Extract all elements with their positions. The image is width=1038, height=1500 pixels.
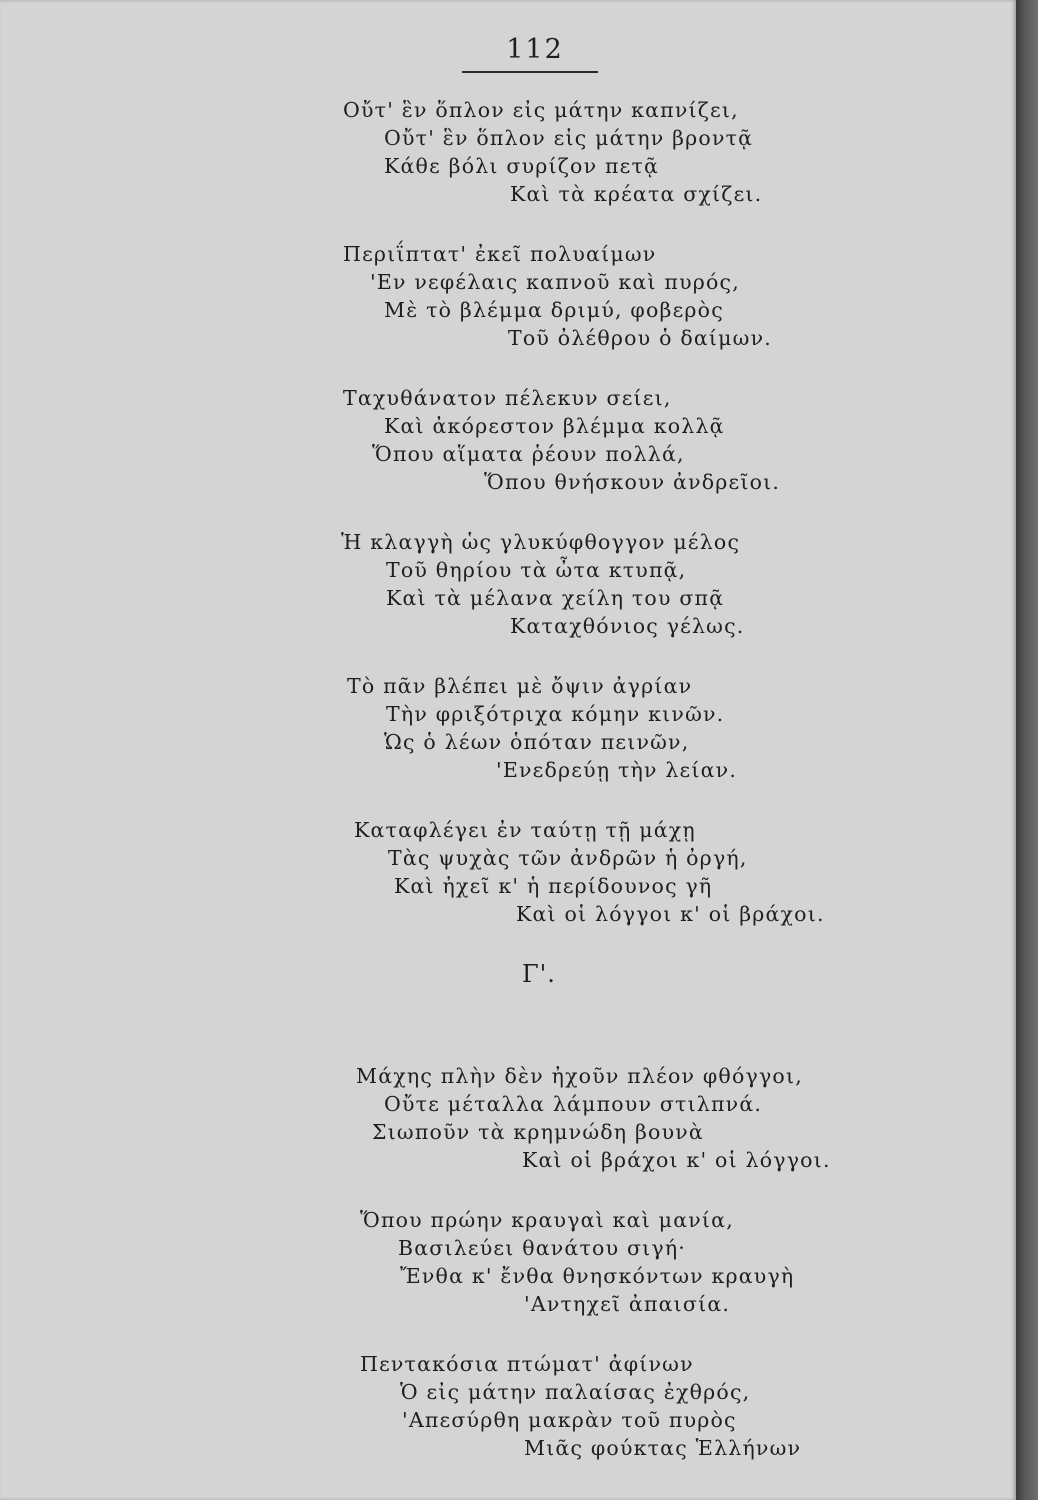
stanza-4-line-3: Καὶ τὰ μέλανα χείλη του σπᾷ <box>386 586 725 610</box>
stanza-1-line-4: Καὶ τὰ κρέατα σχίζει. <box>510 182 763 206</box>
stanza-5-line-2: Τὴν φριξότριχα κόμην κινῶν. <box>386 702 725 726</box>
stanza-1-line-1: Οὔτ' ἓν ὅπλον εἰς μάτην καπνίζει, <box>343 98 739 122</box>
stanza-4-line-2: Τοῦ θηρίου τὰ ὦτα κτυπᾷ, <box>386 558 687 582</box>
stanza-4-line-4: Καταχθόνιος γέλως. <box>510 614 745 638</box>
stanza-2-line-3: Μὲ τὸ βλέμμα δριμύ, φοβερὸς <box>384 298 724 322</box>
stanza-3-line-3: Ὅπου αἵματα ῥέουν πολλά, <box>372 442 685 466</box>
stanza-2-line-1: Περιΐπτατ' ἐκεῖ πολυαίμων <box>343 242 657 266</box>
stanza-9-line-4: Μιᾶς φούκτας Ἑλλήνων <box>524 1436 802 1460</box>
stanza-2-line-4: Τοῦ ὀλέθρου ὁ δαίμων. <box>508 326 772 350</box>
stanza-6-line-4: Καὶ οἱ λόγγοι κ' οἱ βράχοι. <box>516 902 825 926</box>
section-heading: Γ'. <box>522 960 556 988</box>
stanza-2-line-2: 'Εν νεφέλαις καπνοῦ καὶ πυρός, <box>370 270 740 294</box>
book-gutter-edge <box>1016 0 1038 1500</box>
stanza-3-line-4: Ὅπου θνήσκουν ἀνδρεῖοι. <box>484 470 781 494</box>
header-rule <box>462 71 598 73</box>
stanza-7-line-4: Καὶ οἱ βράχοι κ' οἱ λόγγοι. <box>522 1148 831 1172</box>
stanza-8-line-3: Ἔνθα κ' ἔνθα θνησκόντων κραυγὴ <box>400 1264 795 1288</box>
stanza-9-line-3: 'Απεσύρθη μακρὰν τοῦ πυρὸς <box>402 1408 737 1432</box>
stanza-6-line-2: Τὰς ψυχὰς τῶν ἀνδρῶν ἡ ὀργή, <box>388 846 748 870</box>
stanza-8-line-2: Βασιλεύει θανάτου σιγή· <box>398 1236 687 1260</box>
page-number: 112 <box>506 34 564 65</box>
stanza-5-line-1: Τὸ πᾶν βλέπει μὲ ὄψιν ἀγρίαν <box>347 674 693 698</box>
stanza-5-line-4: 'Ενεδρεύῃ τὴν λείαν. <box>496 758 738 782</box>
stanza-1-line-2: Οὔτ' ἓν ὅπλον εἰς μάτην βροντᾷ <box>384 126 754 150</box>
stanza-8-line-4: 'Αντηχεῖ ἀπαισία. <box>524 1292 731 1316</box>
stanza-1-line-3: Κάθε βόλι συρίζον πετᾷ <box>384 154 660 178</box>
stanza-5-line-3: Ὡς ὁ λέων ὁπόταν πεινῶν, <box>384 730 690 754</box>
stanza-9-line-2: Ὁ εἰς μάτην παλαίσας ἐχθρός, <box>400 1380 751 1404</box>
stanza-6-line-1: Καταφλέγει ἐν ταύτῃ τῇ μάχῃ <box>354 818 696 842</box>
stanza-7-line-3: Σιωποῦν τὰ κρημνώδη βουνὰ <box>372 1120 704 1144</box>
stanza-8-line-1: Ὅπου πρώην κραυγαὶ καὶ μανία, <box>360 1208 734 1232</box>
stanza-7-line-1: Μάχης πλὴν δὲν ἠχοῦν πλέον φθόγγοι, <box>356 1064 803 1088</box>
stanza-6-line-3: Καὶ ἠχεῖ κ' ἡ περίδουνος γῆ <box>394 874 713 898</box>
stanza-9-line-1: Πεντακόσια πτώματ' ἀφίνων <box>360 1352 694 1376</box>
stanza-4-line-1: Ἡ κλαγγὴ ὡς γλυκύφθογγον μέλος <box>341 530 741 554</box>
stanza-3-line-2: Καὶ ἀκόρεστον βλέμμα κολλᾷ <box>384 414 725 438</box>
stanza-7-line-2: Οὔτε μέταλλα λάμπουν στιλπνά. <box>384 1092 763 1116</box>
stanza-3-line-1: Ταχυθάνατον πέλεκυν σείει, <box>343 386 672 410</box>
